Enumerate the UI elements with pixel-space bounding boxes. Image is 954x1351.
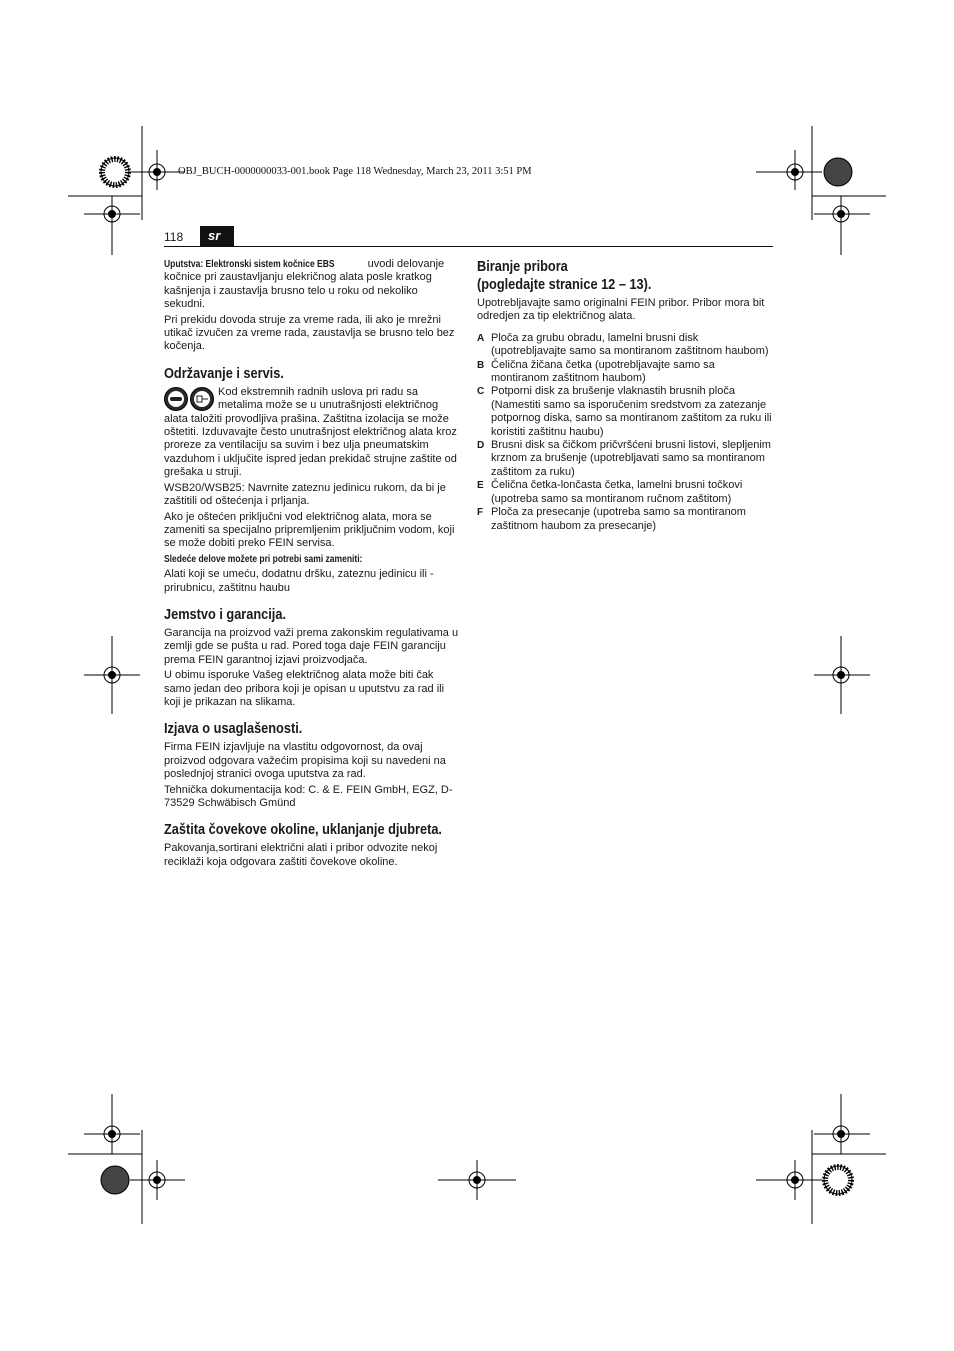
ebs-note [164, 258, 459, 312]
ebs-note-text: uvodi delovanje kočnice pri zaustavljanju elekričnog alata posle kratkog kašnjenja i zaustavlja brusno telo u roku od nekoliko sekudni. [164, 258, 445, 311]
conformity-p1: Firma FEIN izjavljuje na vlastitu odgovornost, da ovaj proizvod odgovara važećim propisima koji su navedeni na poslednjoj stranici ovoga uputstva za rad. [164, 741, 446, 781]
accessories-heading-line1: Biranje pribora [477, 259, 568, 275]
environment-p1: Pakovanja,sortirani električni alati i pribor odvozite nekoj reciklaži koja odgovara zaštiti čovekove okoline. [164, 842, 438, 868]
maintenance-p2: WSB20/WSB25: Navrnite zateznu jedinicu rukom, da bi je zaštitili od oštećenja i prljanja. [164, 481, 446, 508]
list-item: E Čelična četka-lončasta četka, lamelni brusni točkovi (upotreba samo sa montiranom ručnom zaštitom) [477, 479, 743, 505]
accessories-heading-line2: (pogledajte stranice 12 – 13). [477, 277, 652, 293]
maintenance-p1-text: Kod ekstremnih radnih uslova pri radu sa metalima može se u unutrašnjosti električnog alata taložiti provodljiva prašina. Zaštitna izolacija se može oštetiti. Izduvavajte često unutrašnjost električnog alata kroz proreze za ventilaciju sa suvim i bez ulja pneumatskim vazduhom i uključite ispred jedan prekidač strujne zaštite od grešaka u struji. [164, 385, 457, 479]
replace-label: Sledeće delove možete pri potrebi sami zameniti: [164, 553, 363, 565]
right-column [477, 258, 775, 533]
maintenance-p1 [164, 386, 459, 480]
file-info-line: OBJ_BUCH-0000000033-001.book Page 118 Wednesday, March 23, 2011 3:51 PM [178, 166, 532, 177]
warranty-p1: Garancija na proizvod važi prema zakonskim regulativama u zemlji gde se pušta u rad. Pored toga daje FEIN garanciju prema FEIN garantnoj izjavi proizvodjača. [164, 626, 459, 666]
maintenance-icons [164, 387, 216, 411]
eye-protection-icon [164, 387, 188, 411]
conformity-p2: Tehnička dokumentacija kod: C. & E. FEIN GmbH, EGZ, D-73529 Schwäbisch Gmünd [164, 783, 453, 809]
list-item: B Čelična žičana četka (upotrebljavajte samo sa montiranom zaštitnom haubom) [477, 358, 715, 385]
accessories-heading [477, 258, 776, 294]
page-number: 118 [164, 230, 184, 244]
unplug-icon [190, 387, 214, 411]
replace-text: Alati koji se umeću, dodatnu dršku, zateznu jedinicu ili -prirubnicu, zaštitnu haubu [164, 568, 434, 594]
list-item: A Ploča za grubu obradu, lamelni brusni disk (upotrebljavajte samo sa montiranom zaštitnom haubom) [477, 331, 769, 358]
list-item: F Ploča za presecanje (upotreba samo sa montiranom zaštitnom haubom za presecanje) [477, 506, 746, 532]
maintenance-p3: Ako je oštećen priključni vod električnog alata, mora se zameniti sa specijalno pripremljenim priključnim vodom, koji se može dobiti preko FEIN servisa. [164, 510, 455, 550]
warranty-heading: Jemstvo i garancija. [164, 606, 286, 623]
environment-heading: Zaštita čovekove okoline, uklanjanje djubreta. [164, 822, 442, 839]
warranty-p2: U obimu isporuke Vašeg električnog alata može biti čak samo jedan deo pribora koji je opisan u uputstvu za rad ili koji je prikazan na slikama. [164, 669, 445, 708]
conformity-heading: Izjava o usaglašenosti. [164, 721, 303, 738]
ebs-note-label: Uputstva: Elektronski sistem kočnice EBS [164, 259, 335, 270]
ebs-note-p2: Pri prekidu dovoda struje za vreme rada, ili ako je mrežni utikač izvučen za vreme rada, zaustavlja se brusno telo bez kočenja. [164, 313, 455, 353]
left-column [164, 258, 459, 871]
list-item: C Potporni disk za brušenje vlaknastih brusnih ploča (Namestiti samo sa isporučenim sredstvom za zatezanje potpornog diska, samo sa montiranom zaštitom za ruku ili koristiti zaštitnu haubu) [477, 385, 772, 438]
accessories-list [477, 332, 775, 533]
language-tag: sr [200, 226, 234, 246]
header-rule [164, 246, 773, 247]
list-item: D Brusni disk sa čičkom pričvršćeni brusni listovi, slepljenim krznom za brušenje (upotrebljavati samo sa montiranom zaštitom za ruku) [477, 439, 771, 478]
maintenance-heading: Održavanje i servis. [164, 365, 284, 382]
accessories-intro: Upotrebljavajte samo originalni FEIN pribor. Pribor mora bit odredjen za tip električnog alata. [477, 297, 765, 323]
